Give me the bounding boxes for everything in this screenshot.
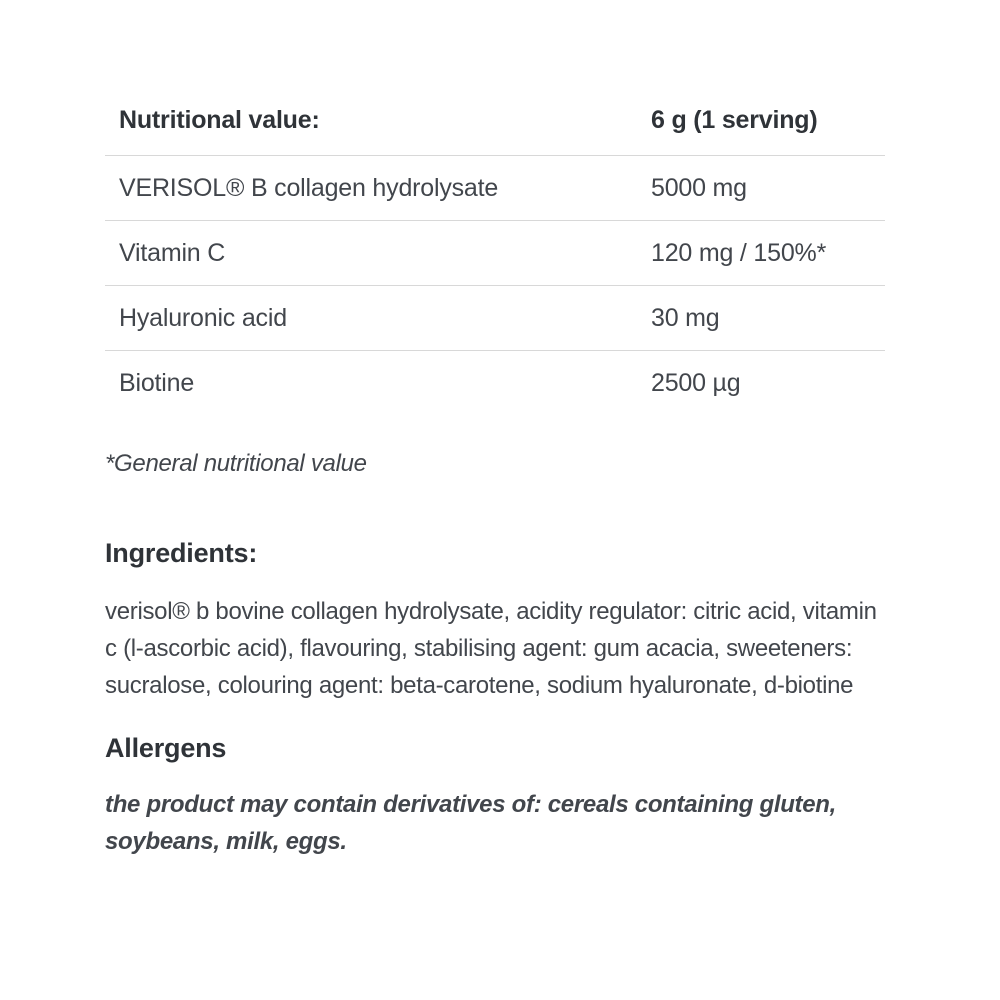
nutrient-name: VERISOL® B collagen hydrolysate [105,156,637,221]
nutrition-header-label: Nutritional value: [105,103,637,156]
nutrient-amount: 5000 mg [637,156,885,221]
table-row [105,156,885,221]
nutrient-name: Vitamin C [105,221,637,286]
nutrition-table [105,103,885,415]
nutrition-header-serving: 6 g (1 serving) [637,103,885,156]
nutrient-amount: 2500 µg [651,369,741,397]
allergens-heading: Allergens [105,733,227,763]
ingredients-text: verisol® b bovine collagen hydrolysate, acidity regulator: citric acid, vitamin c (l-ascorbic acid), flavouring, stabilising agent: gum acacia, sweeteners: sucralose, colouring agent: beta-carotene, sodium hyaluronate, d-biotine [105,598,877,699]
nutrition-table-header-row [105,103,885,156]
nutrient-amount: 120 mg / 150%* [637,221,885,286]
table-row [105,221,885,286]
nutrient-amount: 30 mg [637,286,885,351]
table-row [105,351,885,416]
allergens-text: the product may contain derivatives of: cereals containing gluten, soybeans, milk, eggs. [105,791,837,855]
ingredients-heading: Ingredients: [105,538,258,568]
general-value-footnote: *General nutritional value [105,450,367,477]
nutrient-name: Biotine [119,369,195,397]
nutrient-name: Hyaluronic acid [105,286,637,351]
table-row [105,286,885,351]
